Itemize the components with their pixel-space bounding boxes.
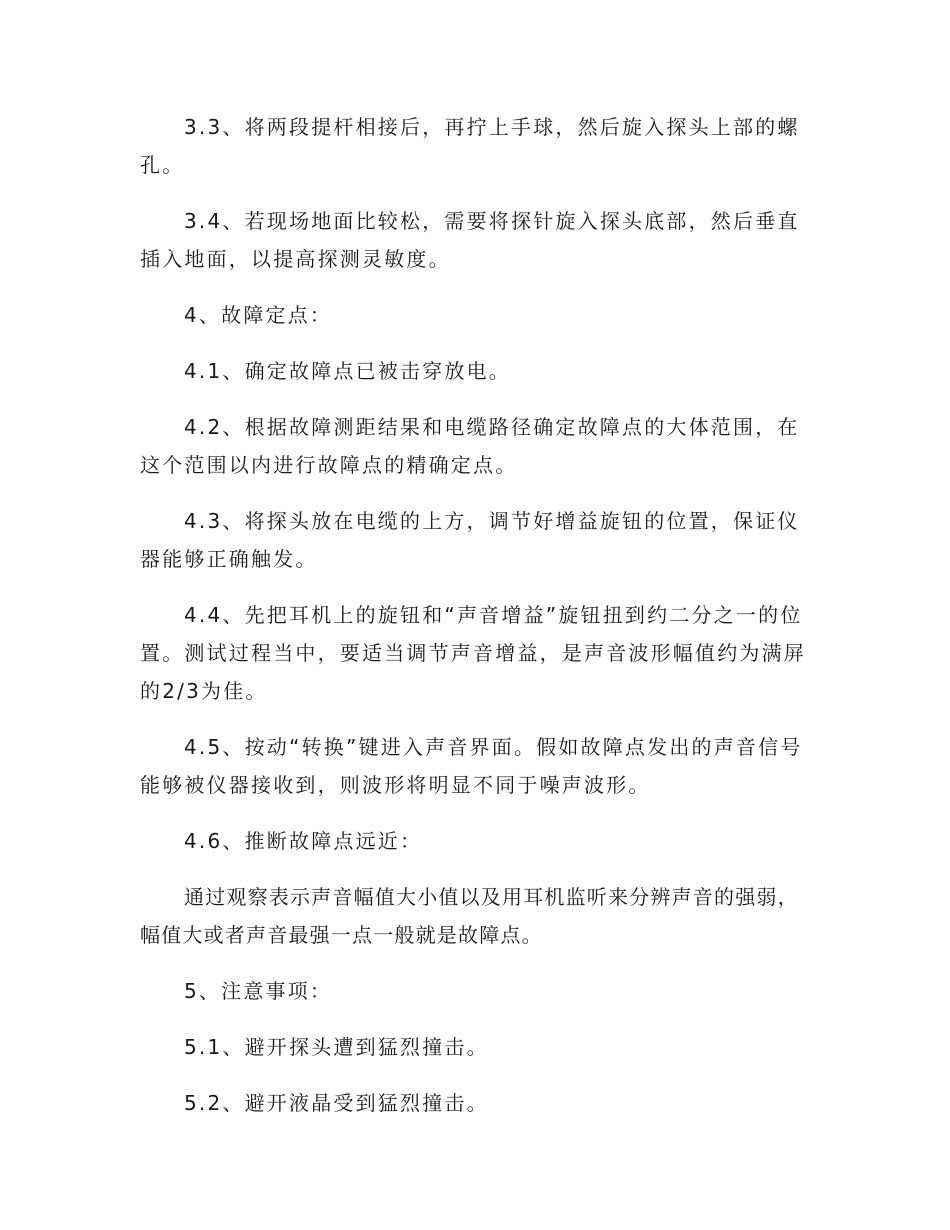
paragraph-4-2: 4.2、根据故障测距结果和电缆路径确定故障点的大体范围，在这个范围以内进行故障点的精确定点。 [140, 415, 800, 477]
heading-section-5: 5、注意事项： [184, 979, 333, 1003]
paragraph-5-2: 5.2、避开液晶受到猛烈撞击。 [184, 1091, 489, 1115]
paragraph-4-6: 4.6、推断故障点远近： [184, 829, 423, 853]
paragraph-3-3: 3.3、将两段提杆相接后，再拧上手球，然后旋入探头上部的螺孔。 [140, 115, 800, 177]
paragraph-4-5: 4.5、按动“转换”键进入声音界面。假如故障点发出的声音信号能够被仪器接收到，则波形将明显不同于噪声波形。 [140, 735, 803, 797]
paragraph-5-1: 5.1、避开探头遭到猛烈撞击。 [184, 1035, 489, 1059]
paragraph-3-4: 3.4、若现场地面比较松，需要将探针旋入探头底部，然后垂直插入地面，以提高探测灵敏度。 [140, 209, 800, 271]
paragraph-4-4: 4.4、先把耳机上的旋钮和“声音增益”旋钮扭到约二分之一的位置。测试过程当中，要适当调节声音增益，是声音波形幅值约为满屏的2/3为佳。 [140, 603, 806, 703]
paragraph-4-1: 4.1、确定故障点已被击穿放电。 [184, 359, 512, 383]
heading-section-4: 4、故障定点： [184, 303, 333, 327]
paragraph-4-6-detail: 通过观察表示声音幅值大小值以及用耳机监听来分辨声音的强弱，幅值大或者声音最强一点一般就是故障点。 [140, 885, 799, 947]
document-body [140, 108, 810, 1140]
paragraph-4-3: 4.3、将探头放在电缆的上方，调节好增益旋钮的位置，保证仪器能够正确触发。 [140, 509, 800, 571]
